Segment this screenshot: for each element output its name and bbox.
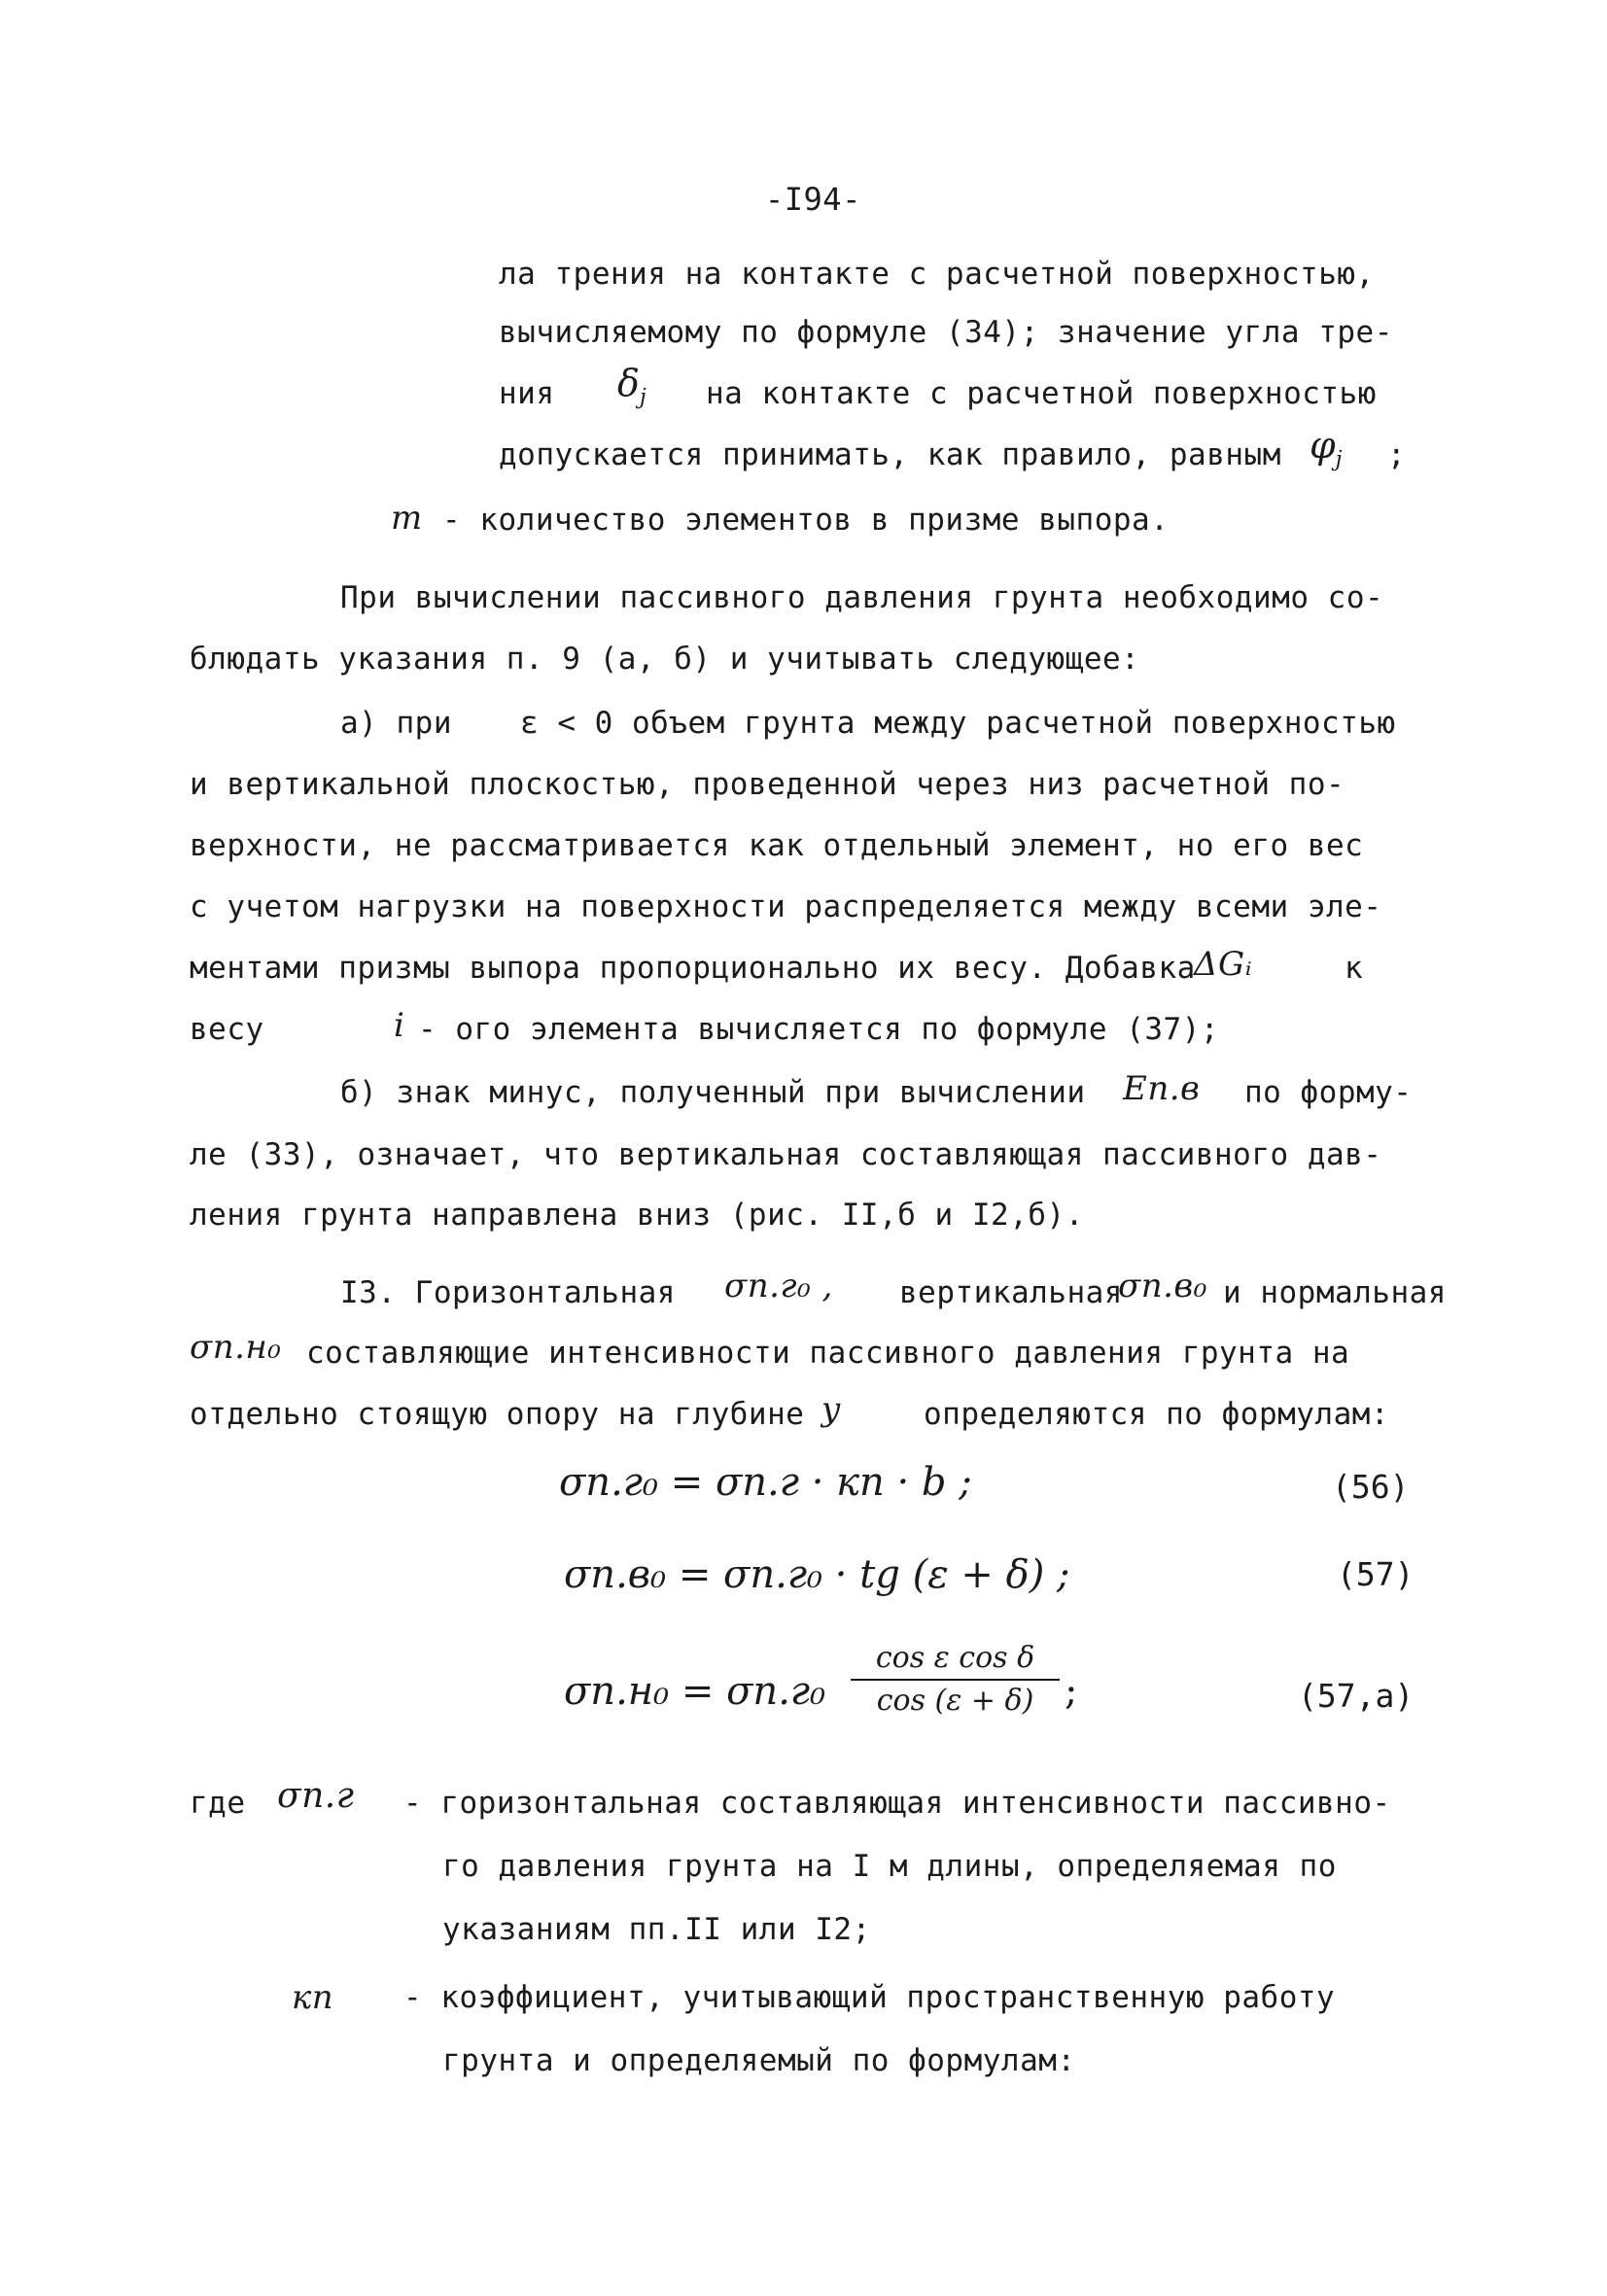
section-heading: I3. Горизонтальная <box>340 1275 676 1310</box>
symbol-subscript: j <box>639 385 646 410</box>
text-line: ления грунта направлена вниз (рис. II,б и I2,б). <box>190 1198 1084 1233</box>
text-line: го давления грунта на I м длины, определяемая по <box>442 1849 1337 1884</box>
text-line: При вычислении пассивного давления грунта необходимо со- <box>340 580 1384 615</box>
equation-56 <box>559 1458 972 1507</box>
equation-number: (56) <box>1332 1468 1410 1506</box>
fraction-bar <box>851 1679 1060 1681</box>
equation-rhs: = σп.г · кп · b ; <box>670 1460 972 1505</box>
variable-i: i <box>394 1006 405 1045</box>
text-line: и вертикальной плоскостью, проведенной через низ расчетной по- <box>190 767 1345 802</box>
sigma-pg-symbol: σп.г <box>277 1776 355 1816</box>
sigma-pg0-symbol: σп.г₀ , <box>724 1267 833 1305</box>
text-line: ла трения на контакте с расчетной поверхностью, <box>499 257 1375 292</box>
equation-lhs: σп.н₀ <box>564 1669 670 1714</box>
text-line: по форму- <box>1244 1075 1413 1110</box>
fraction-numerator: cos ε cos δ <box>875 1641 1035 1675</box>
fraction-denominator: cos (ε + δ) <box>876 1684 1034 1718</box>
text-line: - ого элемента вычисляется по формуле (37); <box>418 1012 1220 1047</box>
fraction <box>851 1641 1060 1719</box>
text-line: указаниям пп.II или I2; <box>442 1912 871 1947</box>
equation-lhs: σп.г₀ <box>559 1460 659 1505</box>
text-line: ε < 0 объем грунта между расчетной поверхностью <box>520 706 1396 741</box>
k-p-symbol: кп <box>292 1978 334 2017</box>
equation-57a <box>564 1667 825 1716</box>
delta-symbol: δ <box>617 362 640 404</box>
phi-j-symbol <box>1310 424 1342 482</box>
equation-lhs: σп.в₀ <box>564 1552 667 1597</box>
text-line: - горизонтальная составляющая интенсивности пассивно- <box>403 1786 1391 1821</box>
page-number: -I94- <box>765 181 861 218</box>
text-line: а) при <box>340 706 452 741</box>
text-line: ния <box>499 376 555 411</box>
equation-rhs: = σп.г₀ <box>681 1669 826 1714</box>
equation-number: (57) <box>1337 1555 1415 1593</box>
sigma-pv0-symbol: σп.в₀ <box>1118 1267 1207 1305</box>
delta-j-symbol <box>617 362 646 420</box>
text-line: и нормальная <box>1223 1275 1447 1310</box>
equation-57 <box>564 1550 1070 1599</box>
sigma-pn0-symbol: σп.н₀ <box>190 1328 282 1367</box>
text-line: где <box>190 1786 246 1821</box>
symbol-subscript: j <box>1335 447 1343 472</box>
equation-number: (57,а) <box>1298 1677 1415 1715</box>
text-line: к <box>1345 951 1364 986</box>
text-line: ле (33), означает, что вертикальная составляющая пассивного дав- <box>190 1137 1382 1172</box>
variable-m: m <box>391 499 423 538</box>
text-line: составляющие интенсивности пассивного давления грунта на <box>306 1336 1350 1371</box>
text-line: с учетом нагрузки на поверхности распределяется между всеми эле- <box>190 889 1382 924</box>
text-line: весу <box>190 1012 264 1047</box>
text-line: блюдать указания п. 9 (а, б) и учитывать следующее: <box>190 642 1140 677</box>
text-line: верхности, не рассматривается как отдельный элемент, но его вес <box>190 828 1364 863</box>
text-line: определяются по формулам: <box>924 1397 1390 1432</box>
text-line: на контакте с расчетной поверхностью <box>706 376 1377 411</box>
equation-tail: ; <box>1065 1669 1078 1714</box>
text-line: - количество элементов в призме выпора. <box>442 503 1170 538</box>
text-line: вертикальная <box>899 1275 1123 1310</box>
text-line: вычисляемому по формуле (34); значение угла тре- <box>499 315 1393 350</box>
e-pv-symbol: Eп.в <box>1123 1069 1201 1108</box>
text-line: ; <box>1387 437 1407 472</box>
variable-y: y <box>821 1390 841 1429</box>
text-line: отдельно стоящую опору на глубине <box>190 1397 805 1432</box>
delta-g-symbol: ΔGᵢ <box>1194 945 1253 984</box>
phi-symbol: φ <box>1310 424 1336 467</box>
text-line: б) знак минус, полученный при вычислении <box>340 1075 1086 1110</box>
text-line: допускается принимать, как правило, равным <box>499 437 1281 472</box>
text-line: грунта и определяемый по формулам: <box>442 2043 1076 2078</box>
text-line: - коэффициент, учитывающий пространственную работу <box>403 1980 1336 2015</box>
text-line: ментами призмы выпора пропорционально их весу. Добавка <box>190 951 1196 986</box>
equation-rhs: = σп.г₀ · tg (ε + δ) ; <box>678 1552 1070 1597</box>
